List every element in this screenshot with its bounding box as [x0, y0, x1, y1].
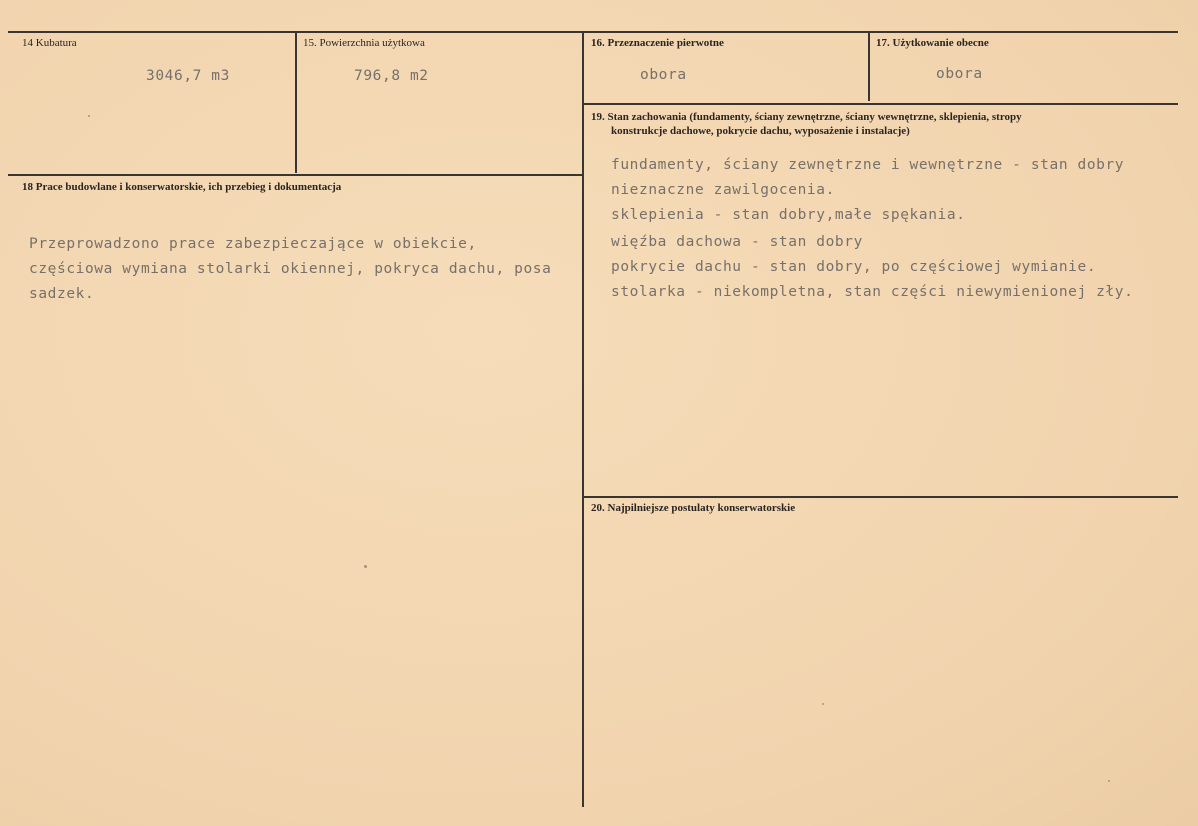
stan-line: więźba dachowa - stan dobry	[611, 234, 863, 250]
divider-row-20	[584, 496, 1178, 498]
stan-line: fundamenty, ściany zewnętrzne i wewnętrzne - stan dobry	[611, 157, 1125, 173]
uzytkowanie-label: 17. Użytkowanie obecne	[876, 37, 989, 49]
divider-14-15	[295, 31, 297, 173]
prace-line: częściowa wymiana stolarki okiennej, pokryca dachu, posa	[29, 261, 552, 277]
kubatura-value: 3046,7 m3	[146, 68, 230, 84]
divider-16-17	[868, 31, 870, 101]
stan-line: pokrycie dachu - stan dobry, po częściowej wymianie.	[611, 259, 1097, 275]
top-border	[8, 31, 1178, 33]
stan-label-line1: 19. Stan zachowania (fundamenty, ściany zewnętrzne, ściany wewnętrzne, sklepienia, stropy	[591, 111, 1022, 123]
divider-row-18	[8, 174, 582, 176]
prace-line: Przeprowadzono prace zabezpieczające w obiekcie,	[29, 236, 477, 252]
kubatura-label: 14 Kubatura	[22, 37, 77, 49]
powierzchnia-value: 796,8 m2	[354, 68, 429, 84]
prace-line: sadzek.	[29, 286, 95, 302]
uzytkowanie-value: obora	[936, 66, 983, 82]
prace-label: 18 Prace budowlane i konserwatorskie, ich przebieg i dokumentacja	[22, 181, 342, 193]
przeznaczenie-label: 16. Przeznaczenie pierwotne	[591, 37, 724, 49]
paper-speck	[88, 115, 90, 117]
stan-line: nieznaczne zawilgocenia.	[611, 182, 835, 198]
divider-row-19	[584, 103, 1178, 105]
postulaty-label: 20. Najpilniejsze postulaty konserwatorskie	[591, 502, 796, 514]
paper-speck	[364, 565, 367, 568]
stan-line: stolarka - niekompletna, stan części niewymienionej zły.	[611, 284, 1134, 300]
paper-speck	[822, 703, 824, 705]
powierzchnia-label: 15. Powierzchnia użytkowa	[303, 37, 425, 49]
przeznaczenie-value: obora	[640, 67, 687, 83]
center-divider	[582, 31, 584, 807]
paper-speck	[1108, 780, 1110, 782]
stan-label-line2: konstrukcje dachowe, pokrycie dachu, wyposażenie i instalacje)	[611, 125, 910, 137]
stan-line: sklepienia - stan dobry,małe spękania.	[611, 207, 966, 223]
